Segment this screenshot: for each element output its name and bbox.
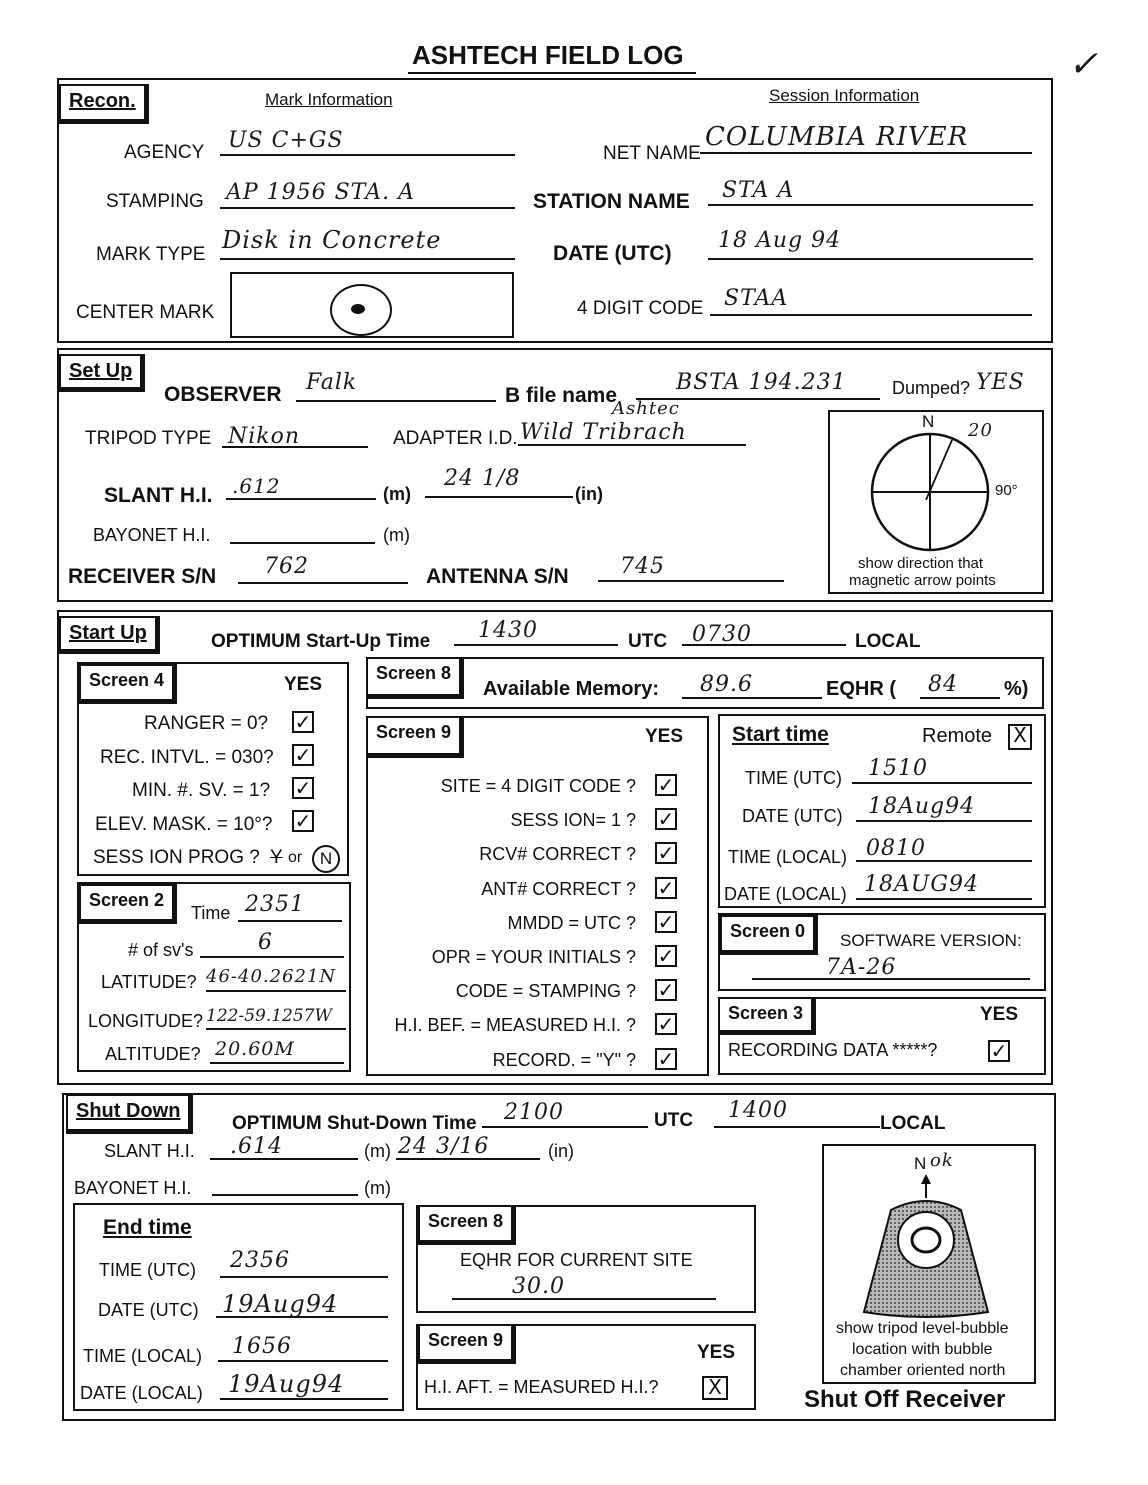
date-utc-line [708, 258, 1033, 260]
screen9-item-label: ANT# CORRECT ? [481, 879, 636, 899]
screen9-item-label: RCV# CORRECT ? [479, 844, 636, 864]
bfile-label: B file name [505, 384, 618, 407]
observer-line [296, 400, 496, 402]
station-name-line [708, 204, 1033, 206]
shutdown-slant-m-line [210, 1158, 358, 1160]
screen9-item-label: OPR = YOUR INITIALS ? [431, 947, 636, 967]
shutdown-slant-in-unit: (in) [548, 1141, 574, 1161]
compass-90: 90° [995, 482, 1018, 499]
page-title: ASHTECH FIELD LOG [412, 40, 684, 70]
remote-label: Remote [922, 725, 993, 747]
antenna-sn-line [598, 580, 784, 582]
screen9-item-label: SITE = 4 DIGIT CODE ? [440, 776, 636, 796]
startup-optimum-label: OPTIMUM Start-Up Time [211, 631, 431, 652]
stamping-value[interactable]: AP 1956 STA. A [226, 180, 415, 205]
screen8-eqhr-unit: %) [1004, 678, 1029, 700]
start-time-utc-value[interactable]: 1510 [868, 756, 928, 781]
compass-north: N [922, 412, 935, 431]
screen2-time-line [238, 920, 342, 922]
tripod-line [222, 446, 368, 448]
screen4-item-elev: ELEV. MASK. = 10°? [95, 814, 273, 835]
end-time-local-line [218, 1360, 388, 1362]
shutdown-slant-in-line [396, 1158, 540, 1160]
date-utc-value[interactable]: 18 Aug 94 [718, 228, 842, 253]
software-version-label: SOFTWARE VERSION: [840, 931, 1022, 950]
center-mark-dot-icon [351, 304, 365, 314]
screen8-memory-label: Available Memory: [483, 678, 659, 700]
screen9-item-checkbox[interactable]: ✓ [655, 877, 677, 899]
shutdown-eqhr-value[interactable]: 30.0 [512, 1274, 565, 1299]
bubble-caption-1: show tripod level-bubble [836, 1320, 1009, 1337]
screen4-yes: YES [284, 674, 323, 695]
start-time-utc-label: TIME (UTC) [745, 768, 842, 788]
shutdown-bayonet-label: BAYONET H.I. [74, 1178, 192, 1198]
date-utc-label: DATE (UTC) [553, 242, 672, 265]
screen0-tab: Screen 0 [720, 915, 818, 955]
screen9-item-checkbox[interactable]: ✓ [655, 808, 677, 830]
slant-hi-label: SLANT H.I. [104, 484, 213, 507]
start-time-utc-line [852, 782, 1032, 784]
start-date-utc-label: DATE (UTC) [742, 806, 843, 826]
screen4-check-minsv[interactable]: ✓ [292, 777, 314, 799]
stamping-label: STAMPING [106, 191, 204, 212]
antenna-sn-label: ANTENNA S/N [426, 565, 569, 588]
hi-aft-checkbox[interactable]: X [702, 1376, 728, 1400]
screen4-item-intvl: REC. INTVL. = 030? [100, 747, 274, 768]
shutdown-utc-label: UTC [654, 1110, 694, 1131]
shutdown-bayonet-line [212, 1194, 358, 1196]
end-time-utc-line [220, 1276, 388, 1278]
screen4-check-elev[interactable]: ✓ [292, 810, 314, 832]
screen9-item-checkbox[interactable]: ✓ [655, 774, 677, 796]
slant-hi-in-unit: (in) [575, 484, 603, 504]
screen2-lon-value[interactable]: 122-59.1257W [206, 1006, 332, 1026]
software-version-line [752, 978, 1030, 980]
end-time-utc-value[interactable]: 2356 [230, 1248, 290, 1273]
shut-off-receiver: Shut Off Receiver [804, 1386, 1006, 1413]
screen4-sess-prog: SESS ION PROG ? [93, 847, 260, 868]
antenna-sn-value[interactable]: 745 [620, 554, 665, 579]
recon-tab: Recon. [59, 84, 149, 124]
screen2-lon-label: LONGITUDE? [88, 1011, 204, 1031]
level-bubble-icon[interactable] [846, 1170, 1006, 1320]
shutdown-slant-m-unit: (m) [364, 1141, 391, 1161]
startup-local-value[interactable]: 0730 [692, 622, 752, 647]
title-underline [408, 72, 696, 74]
mark-type-line [220, 258, 515, 260]
screen4-sess-prog-or: or [288, 849, 303, 866]
net-name-line [700, 152, 1032, 154]
screen2-time-value[interactable]: 2351 [245, 892, 305, 917]
end-date-local-value[interactable]: 19Aug94 [228, 1370, 345, 1398]
shutdown-local-line [714, 1126, 880, 1128]
end-date-local-line [220, 1398, 388, 1400]
end-date-utc-line [216, 1316, 388, 1318]
end-time-local-label: TIME (LOCAL) [83, 1346, 203, 1366]
screen9-item-label: RECORD. = "Y" ? [492, 1050, 636, 1070]
compass-annotation: 20 [968, 420, 993, 441]
startup-utc-label: UTC [628, 631, 668, 652]
startup-local-label: LOCAL [855, 631, 921, 652]
screen9-item-label: MMDD = UTC ? [507, 913, 636, 933]
tripod-value[interactable]: Nikon [228, 424, 301, 449]
software-version-value[interactable]: 7A-26 [826, 955, 897, 980]
shutdown-slant-m-value[interactable]: .614 [230, 1134, 283, 1159]
screen2-alt-label: ALTITUDE? [105, 1044, 201, 1064]
screen4-check-intvl[interactable]: ✓ [292, 744, 314, 766]
screen2-alt-line [210, 1062, 344, 1064]
net-name-label: NET NAME [603, 143, 701, 164]
margin-check-mark: ✓ [1068, 44, 1100, 85]
adapter-label: ADAPTER I.D. [393, 428, 518, 449]
mark-type-label: MARK TYPE [96, 244, 206, 265]
start-date-local-label: DATE (LOCAL) [724, 884, 847, 904]
bubble-annotation: ok [930, 1150, 954, 1171]
shutdown-screen9-yes: YES [697, 1342, 736, 1363]
receiver-sn-line [238, 582, 408, 584]
code-value[interactable]: STAA [724, 286, 789, 311]
screen9-item-checkbox[interactable]: ✓ [655, 1048, 677, 1070]
adapter-note: Ashtec [612, 398, 680, 419]
bubble-north: N [914, 1154, 927, 1173]
agency-label: AGENCY [124, 142, 205, 163]
screen8-eqhr-value[interactable]: 84 [928, 672, 958, 697]
adapter-value[interactable]: Wild Tribrach [520, 420, 687, 445]
shutdown-local-label: LOCAL [880, 1113, 946, 1134]
start-time-local-label: TIME (LOCAL) [728, 847, 848, 867]
screen9-yes: YES [645, 726, 684, 747]
agency-line [220, 154, 515, 156]
screen2-alt-value[interactable]: 20.60M [215, 1038, 295, 1060]
screen8-tab: Screen 8 [366, 657, 464, 699]
code-label: 4 DIGIT CODE [577, 298, 704, 319]
screen4-item-ranger: RANGER = 0? [144, 713, 269, 734]
observer-label: OBSERVER [164, 383, 282, 406]
stamping-line [220, 207, 515, 209]
receiver-sn-label: RECEIVER S/N [68, 565, 217, 588]
screen4-tab: Screen 4 [79, 664, 177, 704]
startup-utc-value[interactable]: 1430 [478, 618, 538, 643]
station-name-value[interactable]: STA A [722, 178, 795, 203]
screen9-item-checkbox[interactable]: ✓ [655, 945, 677, 967]
screen2-lat-line [206, 990, 346, 992]
tripod-label: TRIPOD TYPE [85, 428, 212, 449]
shutdown-local-value[interactable]: 1400 [728, 1098, 788, 1123]
start-date-utc-line [856, 820, 1032, 822]
start-date-local-line [856, 898, 1032, 900]
code-line [710, 314, 1032, 316]
shutdown-screen8-tab: Screen 8 [418, 1205, 516, 1245]
screen2-tab: Screen 2 [79, 884, 177, 924]
screen2-time-label: Time [191, 903, 231, 923]
bfile-value[interactable]: BSTA 194.231 [676, 370, 847, 395]
net-name-value[interactable]: COLUMBIA RIVER [705, 122, 969, 152]
mark-type-value[interactable]: Disk in Concrete [222, 226, 442, 254]
end-time-heading: End time [103, 1216, 192, 1239]
recording-data-label: RECORDING DATA *****? [728, 1040, 938, 1060]
shutdown-slant-in-value[interactable]: 24 3/16 [398, 1134, 490, 1159]
screen4-check-ranger[interactable]: ✓ [292, 711, 314, 733]
bubble-caption-3: chamber oriented north [840, 1362, 1006, 1379]
slant-hi-in-line [425, 496, 573, 498]
screen8-eqhr-line [920, 697, 1000, 699]
start-time-heading: Start time [732, 723, 829, 746]
screen8-memory-value[interactable]: 89.6 [700, 672, 753, 697]
screen3-yes: YES [980, 1004, 1019, 1025]
remote-checkbox[interactable]: X [1008, 724, 1032, 750]
screen8-eqhr-label: EQHR ( [826, 678, 896, 700]
adapter-line [518, 444, 746, 446]
shutdown-screen9-tab: Screen 9 [418, 1324, 516, 1364]
startup-tab: Start Up [59, 616, 160, 654]
receiver-sn-value[interactable]: 762 [264, 554, 309, 579]
screen4-sess-prog-y[interactable]: Y [270, 847, 283, 868]
hi-aft-label: H.I. AFT. = MEASURED H.I.? [424, 1377, 659, 1397]
start-date-utc-value[interactable]: 18Aug94 [868, 794, 976, 819]
session-info-heading: Session Information [769, 86, 920, 105]
screen2-lat-value[interactable]: 46-40.2621N [206, 966, 337, 987]
screen2-lat-label: LATITUDE? [101, 972, 197, 992]
bubble-caption-2: location with bubble [852, 1341, 993, 1358]
screen2-sv-label: # of sv's [128, 940, 194, 960]
station-name-label: STATION NAME [533, 190, 690, 213]
startup-local-line [682, 644, 846, 646]
agency-value[interactable]: US C+GS [228, 128, 344, 153]
observer-value[interactable]: Falk [306, 370, 358, 395]
center-mark-label: CENTER MARK [76, 302, 215, 323]
shutdown-tab: Shut Down [66, 1094, 193, 1134]
shutdown-eqhr-label: EQHR FOR CURRENT SITE [460, 1250, 693, 1270]
slant-hi-m-unit: (m) [383, 484, 411, 504]
shutdown-eqhr-line [452, 1298, 716, 1300]
screen9-item-label: SESS ION= 1 ? [510, 810, 636, 830]
slant-hi-m-line [226, 498, 376, 500]
screen9-item-label: H.I. BEF. = MEASURED H.I. ? [394, 1015, 636, 1035]
startup-utc-line [454, 644, 618, 646]
shutdown-utc-value[interactable]: 2100 [504, 1100, 564, 1125]
dumped-value[interactable]: YES [976, 370, 1025, 395]
dumped-label: Dumped? [892, 378, 971, 398]
screen9-tab: Screen 9 [366, 716, 464, 758]
screen8-memory-line [682, 697, 822, 699]
compass-caption-2: magnetic arrow points [849, 572, 996, 589]
start-time-local-line [856, 860, 1032, 862]
compass-icon[interactable] [868, 430, 992, 554]
screen3-tab: Screen 3 [718, 997, 816, 1035]
bayonet-hi-unit: (m) [383, 525, 410, 545]
end-date-local-label: DATE (LOCAL) [80, 1383, 203, 1403]
shutdown-utc-line [482, 1126, 648, 1128]
screen2-sv-line [200, 956, 344, 958]
compass-caption-1: show direction that [858, 555, 984, 572]
slant-hi-in-value[interactable]: 24 1/8 [444, 466, 521, 491]
end-time-local-value[interactable]: 1656 [232, 1334, 292, 1359]
bayonet-hi-line [230, 542, 375, 544]
screen4-sess-prog-n[interactable]: N [312, 845, 340, 873]
screen2-sv-value[interactable]: 6 [258, 930, 273, 955]
screen9-item-label: CODE = STAMPING ? [455, 981, 636, 1001]
recording-data-checkbox[interactable]: ✓ [988, 1040, 1010, 1062]
screen4-item-minsv: MIN. #. SV. = 1? [132, 780, 271, 801]
start-date-local-value[interactable]: 18AUG94 [864, 872, 979, 897]
start-time-local-value[interactable]: 0810 [866, 836, 926, 861]
screen9-item-checkbox[interactable]: ✓ [655, 1013, 677, 1035]
end-date-utc-value[interactable]: 19Aug94 [222, 1290, 339, 1318]
screen9-item-checkbox[interactable]: ✓ [655, 842, 677, 864]
end-date-utc-label: DATE (UTC) [98, 1300, 199, 1320]
screen9-item-checkbox[interactable]: ✓ [655, 979, 677, 1001]
screen2-lon-line [206, 1028, 346, 1030]
mark-info-heading: Mark Information [265, 90, 393, 109]
shutdown-slant-label: SLANT H.I. [104, 1141, 195, 1161]
screen9-item-checkbox[interactable]: ✓ [655, 911, 677, 933]
shutdown-bayonet-unit: (m) [364, 1178, 391, 1198]
slant-hi-m-value[interactable]: .612 [232, 474, 281, 498]
setup-tab: Set Up [59, 354, 145, 392]
end-time-utc-label: TIME (UTC) [99, 1260, 196, 1280]
shutdown-optimum-label: OPTIMUM Shut-Down Time [232, 1113, 477, 1134]
bayonet-hi-label: BAYONET H.I. [93, 525, 211, 545]
